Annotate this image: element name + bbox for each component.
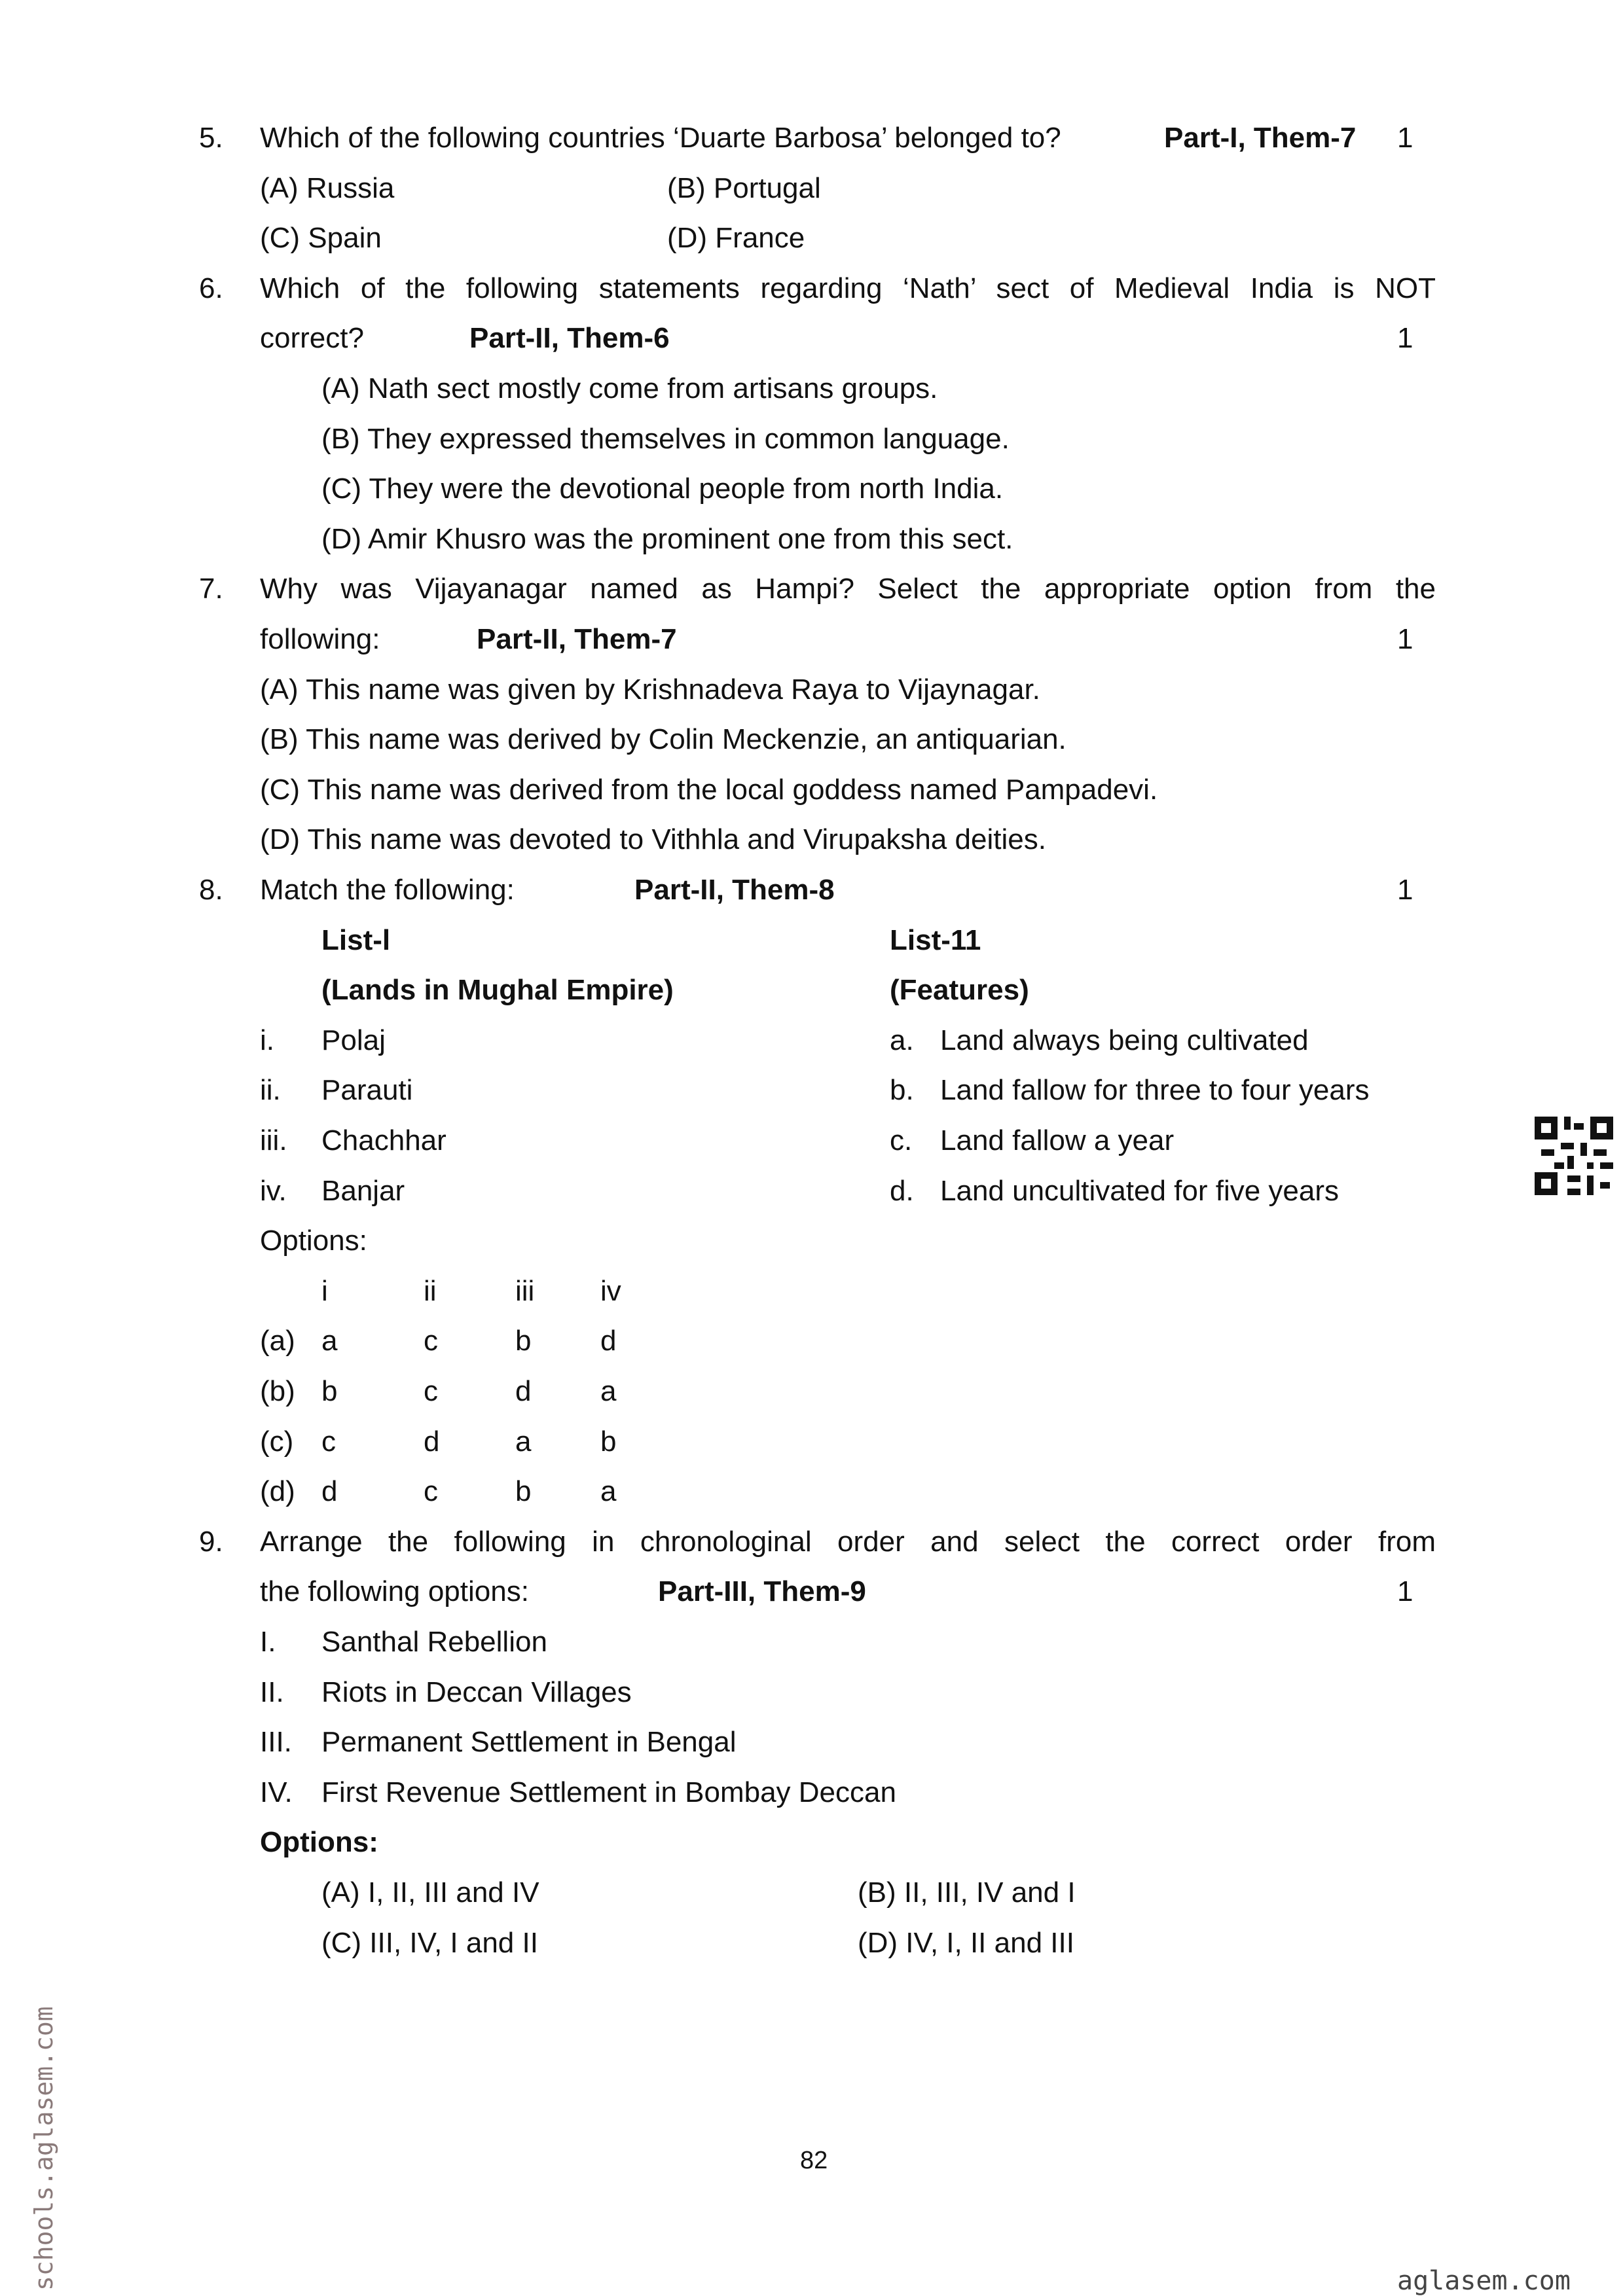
watermark-left: schools.aglasem.com xyxy=(29,2006,58,2291)
option-cell: a xyxy=(600,1475,617,1508)
option-cell: b xyxy=(600,1425,617,1458)
event-item: Riots in Deccan Villages xyxy=(321,1676,632,1708)
options-label: Options: xyxy=(260,1225,367,1257)
option-d[interactable]: (D) IV, I, II and III xyxy=(858,1926,1074,1959)
question-marks: 1 xyxy=(1397,623,1413,655)
option-cell: c xyxy=(321,1425,336,1458)
option-c[interactable]: (C) III, IV, I and II xyxy=(321,1926,538,1959)
list2-subtitle: (Features) xyxy=(890,974,1029,1007)
list1-subtitle: (Lands in Mughal Empire) xyxy=(321,974,674,1007)
option-label[interactable]: (a) xyxy=(260,1325,295,1357)
option-cell: c xyxy=(424,1325,438,1357)
option-b[interactable]: (B) II, III, IV and I xyxy=(858,1876,1076,1909)
question-number: 6. xyxy=(199,272,223,304)
option-cell: b xyxy=(321,1375,338,1407)
question-tag: Part-II, Them-6 xyxy=(469,322,670,355)
list2-item-letter: b. xyxy=(890,1074,914,1107)
question-text: the following options: xyxy=(260,1575,529,1608)
question-marks: 1 xyxy=(1397,1575,1413,1608)
option-d[interactable]: (D) France xyxy=(667,222,805,255)
question-text: Which of the following statements regarding ‘Nath’ sect of Medieval India is NOT xyxy=(260,272,1436,304)
question-tag: Part-III, Them-9 xyxy=(658,1575,866,1608)
event-number: II. xyxy=(260,1676,284,1708)
options-column-header: iii xyxy=(515,1274,535,1307)
list2-item: Land uncultivated for five years xyxy=(940,1174,1340,1207)
option-a[interactable]: (A) Russia xyxy=(260,171,395,204)
page-number: 82 xyxy=(800,2147,828,2174)
event-number: I. xyxy=(260,1626,276,1658)
option-label[interactable]: (c) xyxy=(260,1425,294,1458)
question-number: 9. xyxy=(199,1525,223,1558)
options-column-header: ii xyxy=(424,1274,437,1307)
option-b[interactable]: (B) They expressed themselves in common language. xyxy=(321,422,1010,455)
list2-item-letter: c. xyxy=(890,1124,913,1157)
options-column-header: i xyxy=(321,1274,328,1307)
list2-item-letter: a. xyxy=(890,1024,914,1056)
option-cell: a xyxy=(600,1375,617,1407)
list1-title: List-l xyxy=(321,924,391,956)
options-column-header: iv xyxy=(600,1274,621,1307)
question-text: correct? xyxy=(260,322,364,355)
list1-item-number: iv. xyxy=(260,1174,287,1207)
question-number: 7. xyxy=(199,573,223,605)
event-item: Permanent Settlement in Bengal xyxy=(321,1726,737,1759)
option-a[interactable]: (A) Nath sect mostly come from artisans groups. xyxy=(321,372,938,404)
list1-item-number: iii. xyxy=(260,1124,287,1157)
question-text: following: xyxy=(260,623,380,655)
option-d[interactable]: (D) Amir Khusro was the prominent one from this sect. xyxy=(321,522,1013,555)
question-tag: Part-II, Them-8 xyxy=(634,874,835,906)
event-item: First Revenue Settlement in Bombay Deccan xyxy=(321,1776,896,1808)
watermark-right: aglasem.com xyxy=(1397,2266,1571,2296)
option-label[interactable]: (d) xyxy=(260,1475,295,1508)
event-number: IV. xyxy=(260,1776,293,1808)
list2-item: Land fallow for three to four years xyxy=(940,1074,1370,1107)
list2-title: List-11 xyxy=(890,924,981,956)
event-item: Santhal Rebellion xyxy=(321,1626,547,1658)
option-b[interactable]: (B) This name was derived by Colin Meckenzie, an antiquarian. xyxy=(260,723,1067,756)
option-c[interactable]: (C) This name was derived from the local goddess named Pampadevi. xyxy=(260,773,1158,806)
question-text: Why was Vijayanagar named as Hampi? Select the appropriate option from the xyxy=(260,573,1436,605)
question-number: 8. xyxy=(199,874,223,906)
question-text: Arrange the following in chronologinal order and select the correct order from xyxy=(260,1525,1436,1558)
option-cell: a xyxy=(321,1325,338,1357)
list2-item-letter: d. xyxy=(890,1174,914,1207)
list1-item-number: ii. xyxy=(260,1074,281,1107)
option-cell: d xyxy=(321,1475,338,1508)
question-tag: Part-I, Them-7 xyxy=(1164,122,1357,154)
question-marks: 1 xyxy=(1397,122,1413,154)
option-cell: a xyxy=(515,1425,532,1458)
option-cell: d xyxy=(515,1375,532,1407)
option-c[interactable]: (C) They were the devotional people from north India. xyxy=(321,473,1004,505)
option-c[interactable]: (C) Spain xyxy=(260,222,382,255)
list1-item-number: i. xyxy=(260,1024,274,1056)
option-cell: c xyxy=(424,1375,438,1407)
option-cell: d xyxy=(600,1325,617,1357)
question-marks: 1 xyxy=(1397,874,1413,906)
question-text: Match the following: xyxy=(260,874,515,906)
list1-item: Parauti xyxy=(321,1074,413,1107)
list2-item: Land always being cultivated xyxy=(940,1024,1309,1056)
option-label[interactable]: (b) xyxy=(260,1375,295,1407)
list1-item: Chachhar xyxy=(321,1124,447,1157)
list1-item: Polaj xyxy=(321,1024,386,1056)
qr-code-icon xyxy=(1535,1117,1613,1195)
question-tag: Part-II, Them-7 xyxy=(477,623,677,655)
option-a[interactable]: (A) I, II, III and IV xyxy=(321,1876,539,1909)
options-label: Options: xyxy=(260,1826,378,1859)
option-cell: c xyxy=(424,1475,438,1508)
option-cell: d xyxy=(424,1425,440,1458)
question-number: 5. xyxy=(199,122,223,154)
event-number: III. xyxy=(260,1726,292,1759)
option-b[interactable]: (B) Portugal xyxy=(667,171,821,204)
option-a[interactable]: (A) This name was given by Krishnadeva Raya to Vijaynagar. xyxy=(260,673,1040,706)
option-d[interactable]: (D) This name was devoted to Vithhla and Virupaksha deities. xyxy=(260,823,1046,856)
list1-item: Banjar xyxy=(321,1174,405,1207)
option-cell: b xyxy=(515,1475,532,1508)
list2-item: Land fallow a year xyxy=(940,1124,1175,1157)
question-marks: 1 xyxy=(1397,322,1413,355)
question-text: Which of the following countries ‘Duarte Barbosa’ belonged to? xyxy=(260,122,1061,154)
option-cell: b xyxy=(515,1325,532,1357)
